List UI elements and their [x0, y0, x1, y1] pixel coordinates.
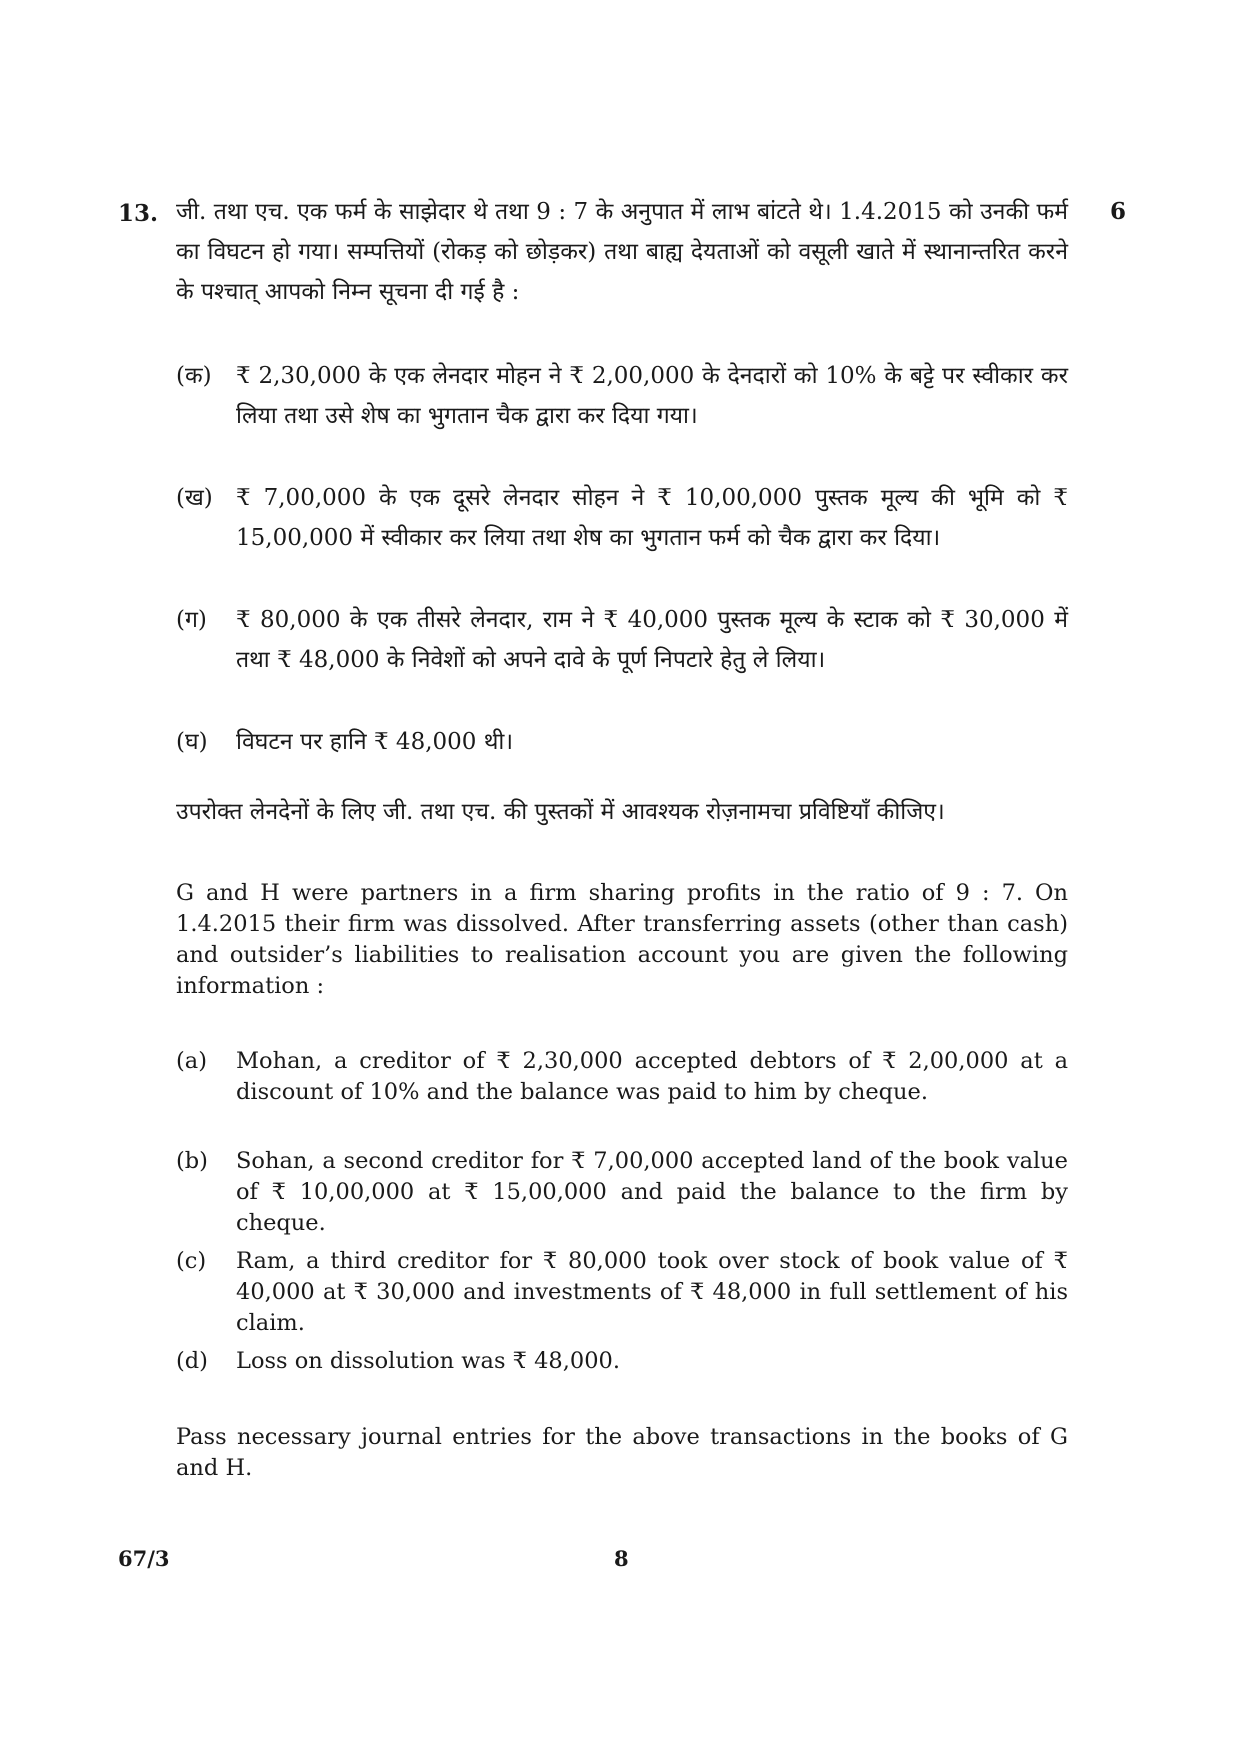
hindi-item-text: विघटन पर हानि ₹ 48,000 थी। [236, 729, 514, 755]
hindi-item-ga [176, 600, 1068, 680]
english-item-text: Loss on dissolution was ₹ 48,000. [236, 1348, 620, 1374]
english-item-c [176, 1246, 1068, 1339]
english-item-b [176, 1146, 1068, 1239]
hindi-item-text: ₹ 2,30,000 के एक लेनदार मोहन ने ₹ 2,00,000 के देनदारों को 10% के बट्टे पर स्वीकार कर लिया तथा उसे शेष का भुगतान चैक द्वारा कर दिया गया। [236, 363, 1068, 429]
english-item-label: (d) [176, 1348, 208, 1374]
hindi-item-text: ₹ 7,00,000 के एक दूसरे लेनदार सोहन ने ₹ 10,00,000 पुस्तक मूल्य की भूमि को ₹ 15,00,000 में स्वीकार कर लिया तथा शेष का भुगतान फर्म को चैक द्वारा कर दिया। [236, 485, 1068, 551]
hindi-item-label: (ग) [176, 607, 207, 633]
hindi-question-intro: जी. तथा एच. एक फर्म के साझेदार थे तथा 9 : 7 के अनुपात में लाभ बांटते थे। 1.4.2015 को उनकी फर्म का विघटन हो गया। सम्पत्तियों (रोकड़ को छोड़कर) तथा बाह्य देयताओं को वसूली खाते में स्थानान्तरित करने के पश्चात् आपको निम्न सूचना दी गई है : [176, 199, 1068, 305]
english-item-label: (a) [176, 1048, 207, 1074]
question-marks: 6 [1110, 198, 1127, 225]
hindi-item-label: (क) [176, 363, 212, 389]
english-item-text: Ram, a third creditor for ₹ 80,000 took over stock of book value of ₹ 40,000 at ₹ 30,000 and investments of ₹ 48,000 in full settlement of his claim. [236, 1248, 1068, 1336]
english-question-intro: G and H were partners in a firm sharing profits in the ratio of 9 : 7. On 1.4.2015 their firm was dissolved. After transferring assets (other than cash) and outsider’s liabilities to realisation account you are given the following information : [176, 880, 1068, 999]
english-item-label: (b) [176, 1148, 208, 1174]
hindi-instruction: उपरोक्त लेनदेनों के लिए जी. तथा एच. की पुस्तकों में आवश्यक रोज़नामचा प्रविष्टियाँ कीजिए। [176, 799, 945, 825]
page-number: 8 [614, 1546, 629, 1571]
hindi-item-gha [176, 722, 1068, 762]
hindi-item-label: (घ) [176, 729, 208, 755]
english-item-text: Sohan, a second creditor for ₹ 7,00,000 accepted land of the book value of ₹ 10,00,000 at ₹ 15,00,000 and paid the balance to the firm by cheque. [236, 1148, 1068, 1236]
hindi-item-label: (ख) [176, 485, 213, 511]
hindi-item-ka [176, 356, 1068, 436]
english-item-label: (c) [176, 1248, 207, 1274]
english-item-d [176, 1346, 1068, 1377]
question-number: 13. [118, 200, 159, 227]
english-item-a [176, 1046, 1068, 1108]
hindi-item-kha [176, 478, 1068, 558]
hindi-item-text: ₹ 80,000 के एक तीसरे लेनदार, राम ने ₹ 40,000 पुस्तक मूल्य के स्टाक को ₹ 30,000 में तथा ₹ 48,000 के निवेशों को अपने दावे के पूर्ण निपटारे हेतु ले लिया। [236, 607, 1068, 673]
english-item-text: Mohan, a creditor of ₹ 2,30,000 accepted debtors of ₹ 2,00,000 at a discount of 10% and the balance was paid to him by cheque. [236, 1048, 1068, 1105]
paper-code: 67/3 [118, 1546, 170, 1571]
english-instruction: Pass necessary journal entries for the above transactions in the books of G and H. [176, 1424, 1068, 1481]
